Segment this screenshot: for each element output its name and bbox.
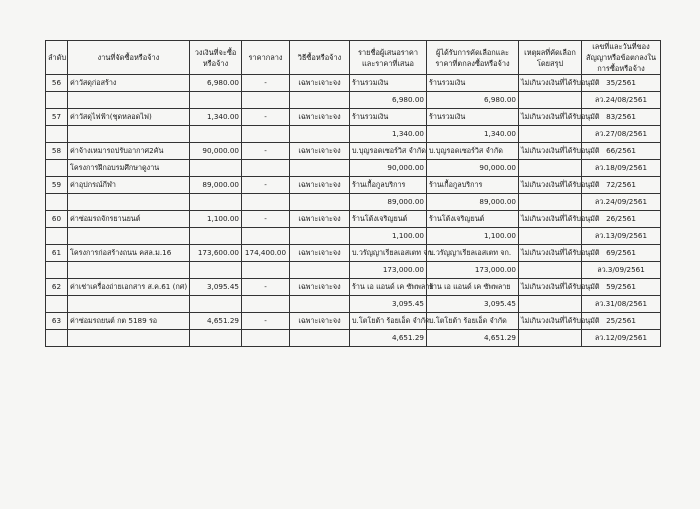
contract-number-cell: 25/2561: [582, 313, 661, 330]
reason-cell: ไม่เกินวงเงินที่ได้รับอนุมัติ: [519, 245, 582, 262]
empty-cell: [290, 262, 350, 279]
winning-price-cell: 90,000.00: [427, 160, 519, 177]
empty-cell: [290, 330, 350, 347]
winning-price-cell: 173,000.00: [427, 262, 519, 279]
table-row: [46, 75, 661, 92]
task-cell: ค่าซ่อมรถจักรยานยนต์: [68, 211, 190, 228]
winner-cell: บ.บุญรอดเซอร์วิส จำกัด: [427, 143, 519, 160]
task-continuation-cell: [68, 228, 190, 245]
median-price-cell: -: [242, 211, 290, 228]
method-cell: เฉพาะเจาะจง: [290, 109, 350, 126]
header-cell: ลำดับ: [46, 41, 68, 75]
median-price-cell: -: [242, 75, 290, 92]
reason-cell: ไม่เกินวงเงินที่ได้รับอนุมัติ: [519, 177, 582, 194]
contract-date-cell: ลว.18/09/2561: [582, 160, 661, 177]
bid-price-cell: 173,000.00: [350, 262, 427, 279]
empty-cell: [46, 228, 68, 245]
winning-price-cell: 3,095.45: [427, 296, 519, 313]
empty-cell: [290, 228, 350, 245]
budget-cell: 89,000.00: [190, 177, 242, 194]
bidder-cell: ร้านโต้งเจริญยนต์: [350, 211, 427, 228]
task-continuation-cell: [68, 262, 190, 279]
empty-cell: [242, 330, 290, 347]
task-cell: ค่าวัสดุก่อสร้าง: [68, 75, 190, 92]
header-cell: วงเงินที่จะซื้อหรือจ้าง: [190, 41, 242, 75]
bidder-cell: ร้านรวมเงิน: [350, 109, 427, 126]
contract-date-cell: ลว.24/09/2561: [582, 194, 661, 211]
header-row: [46, 41, 661, 75]
bid-price-cell: 1,340.00: [350, 126, 427, 143]
winner-cell: บ.วรัญญาเรียลเอสเตท จก.: [427, 245, 519, 262]
contract-number-cell: 26/2561: [582, 211, 661, 228]
contract-date-cell: ลว.24/08/2561: [582, 92, 661, 109]
row-number: 62: [46, 279, 68, 296]
bid-price-cell: 6,980.00: [350, 92, 427, 109]
empty-cell: [46, 330, 68, 347]
table-row: [46, 262, 661, 279]
bidder-cell: ร้าน เอ แอนด์ เค ซัพพลาย: [350, 279, 427, 296]
task-cell: ค่าซ่อมรถยนต์ กต 5189 รอ: [68, 313, 190, 330]
contract-number-cell: 35/2561: [582, 75, 661, 92]
header-cell: วิธีซื้อหรือจ้าง: [290, 41, 350, 75]
contract-number-cell: 59/2561: [582, 279, 661, 296]
task-cell: โครงการก่อสร้างถนน คสล.ม.16: [68, 245, 190, 262]
reason-cell: ไม่เกินวงเงินที่ได้รับอนุมัติ: [519, 143, 582, 160]
empty-cell: [190, 262, 242, 279]
table-row: [46, 228, 661, 245]
reason-cell: ไม่เกินวงเงินที่ได้รับอนุมัติ: [519, 211, 582, 228]
task-cell: ค่าอุปกรณ์กีฬา: [68, 177, 190, 194]
bid-price-cell: 4,651.29: [350, 330, 427, 347]
budget-cell: 3,095.45: [190, 279, 242, 296]
contract-date-cell: ลว.3/09/2561: [582, 262, 661, 279]
median-price-cell: -: [242, 109, 290, 126]
empty-cell: [242, 262, 290, 279]
header-cell: ผู้ได้รับการคัดเลือกและราคาที่ตกลงซื้อหรือจ้าง: [427, 41, 519, 75]
contract-date-cell: ลว.31/08/2561: [582, 296, 661, 313]
median-price-cell: -: [242, 143, 290, 160]
winner-cell: บ.โตโยต้า ร้อยเอ็ด จำกัด: [427, 313, 519, 330]
task-continuation-cell: [68, 92, 190, 109]
empty-cell: [242, 194, 290, 211]
winning-price-cell: 6,980.00: [427, 92, 519, 109]
row-number: 56: [46, 75, 68, 92]
method-cell: เฉพาะเจาะจง: [290, 75, 350, 92]
table-body: [46, 75, 661, 347]
median-price-cell: 174,400.00: [242, 245, 290, 262]
table-row: [46, 330, 661, 347]
table-row: [46, 92, 661, 109]
empty-cell: [46, 296, 68, 313]
row-number: 61: [46, 245, 68, 262]
empty-cell: [290, 126, 350, 143]
empty-cell: [242, 160, 290, 177]
empty-cell: [190, 92, 242, 109]
winner-cell: ร้านรวมเงิน: [427, 75, 519, 92]
task-cell: ค่าเช่าเครื่องถ่ายเอกสาร ส.ค.61 (กศ): [68, 279, 190, 296]
bid-price-cell: 89,000.00: [350, 194, 427, 211]
empty-cell: [242, 92, 290, 109]
bidder-cell: บ.โตโยต้า ร้อยเอ็ด จำกัด: [350, 313, 427, 330]
task-cell: ค่าวัสดุไฟฟ้า(ชุดหลอดไฟ): [68, 109, 190, 126]
task-continuation-cell: [68, 194, 190, 211]
bid-price-cell: 3,095.45: [350, 296, 427, 313]
contract-number-cell: 66/2561: [582, 143, 661, 160]
reason-cell: ไม่เกินวงเงินที่ได้รับอนุมัติ: [519, 279, 582, 296]
empty-cell: [190, 160, 242, 177]
empty-cell: [519, 126, 582, 143]
table-row: [46, 279, 661, 296]
bidder-cell: บ.บุญรอดเซอร์วิส จำกัด: [350, 143, 427, 160]
bid-price-cell: 90,000.00: [350, 160, 427, 177]
winning-price-cell: 1,340.00: [427, 126, 519, 143]
empty-cell: [290, 160, 350, 177]
budget-cell: 173,600.00: [190, 245, 242, 262]
empty-cell: [290, 194, 350, 211]
budget-cell: 90,000.00: [190, 143, 242, 160]
table-row: [46, 109, 661, 126]
empty-cell: [46, 262, 68, 279]
empty-cell: [46, 92, 68, 109]
method-cell: เฉพาะเจาะจง: [290, 245, 350, 262]
bid-price-cell: 1,100.00: [350, 228, 427, 245]
table-row: [46, 313, 661, 330]
task-continuation-cell: โครงการฝึกอบรมศึกษาดูงาน: [68, 160, 190, 177]
header-cell: เลขที่และวันที่ของสัญญาหรือข้อตกลงในการซื้อหรือจ้าง: [582, 41, 661, 75]
method-cell: เฉพาะเจาะจง: [290, 279, 350, 296]
header-cell: รายชื่อผู้เสนอราคาและราคาที่เสนอ: [350, 41, 427, 75]
task-continuation-cell: [68, 296, 190, 313]
contract-date-cell: ลว.12/09/2561: [582, 330, 661, 347]
empty-cell: [519, 194, 582, 211]
table-row: [46, 296, 661, 313]
header-cell: ราคากลาง: [242, 41, 290, 75]
row-number: 58: [46, 143, 68, 160]
empty-cell: [242, 126, 290, 143]
contract-date-cell: ลว.13/09/2561: [582, 228, 661, 245]
table-row: [46, 160, 661, 177]
reason-cell: ไม่เกินวงเงินที่ได้รับอนุมัติ: [519, 75, 582, 92]
method-cell: เฉพาะเจาะจง: [290, 177, 350, 194]
table-row: [46, 211, 661, 228]
empty-cell: [190, 330, 242, 347]
winning-price-cell: 89,000.00: [427, 194, 519, 211]
bidder-cell: ร้านเกื้อกูลบริการ: [350, 177, 427, 194]
header-cell: เหตุผลที่คัดเลือกโดยสรุป: [519, 41, 582, 75]
empty-cell: [190, 228, 242, 245]
method-cell: เฉพาะเจาะจง: [290, 211, 350, 228]
reason-cell: ไม่เกินวงเงินที่ได้รับอนุมัติ: [519, 313, 582, 330]
winner-cell: ร้าน เอ แอนด์ เค ซัพพลาย: [427, 279, 519, 296]
task-continuation-cell: [68, 330, 190, 347]
table-row: [46, 143, 661, 160]
median-price-cell: -: [242, 313, 290, 330]
empty-cell: [290, 296, 350, 313]
empty-cell: [290, 92, 350, 109]
budget-cell: 4,651.29: [190, 313, 242, 330]
median-price-cell: -: [242, 279, 290, 296]
winning-price-cell: 4,651.29: [427, 330, 519, 347]
method-cell: เฉพาะเจาะจง: [290, 313, 350, 330]
reason-cell: ไม่เกินวงเงินที่ได้รับอนุมัติ: [519, 109, 582, 126]
bidder-cell: ร้านรวมเงิน: [350, 75, 427, 92]
table-row: [46, 194, 661, 211]
empty-cell: [46, 126, 68, 143]
empty-cell: [242, 296, 290, 313]
empty-cell: [519, 262, 582, 279]
empty-cell: [519, 296, 582, 313]
empty-cell: [190, 296, 242, 313]
contract-number-cell: 69/2561: [582, 245, 661, 262]
procurement-table: [45, 40, 661, 347]
bidder-cell: บ.วรัญญาเรียลเอสเตท จก.: [350, 245, 427, 262]
empty-cell: [190, 126, 242, 143]
empty-cell: [242, 228, 290, 245]
empty-cell: [46, 194, 68, 211]
empty-cell: [519, 92, 582, 109]
task-cell: ค่าจ้างเหมารถปรับอากาศ2คัน: [68, 143, 190, 160]
empty-cell: [519, 330, 582, 347]
median-price-cell: -: [242, 177, 290, 194]
budget-cell: 6,980.00: [190, 75, 242, 92]
row-number: 59: [46, 177, 68, 194]
empty-cell: [190, 194, 242, 211]
table-row: [46, 245, 661, 262]
row-number: 57: [46, 109, 68, 126]
empty-cell: [519, 160, 582, 177]
row-number: 60: [46, 211, 68, 228]
table-row: [46, 126, 661, 143]
winner-cell: ร้านโต้งเจริญยนต์: [427, 211, 519, 228]
contract-number-cell: 83/2561: [582, 109, 661, 126]
winner-cell: ร้านเกื้อกูลบริการ: [427, 177, 519, 194]
budget-cell: 1,340.00: [190, 109, 242, 126]
header-cell: งานที่จัดซื้อหรือจ้าง: [68, 41, 190, 75]
contract-number-cell: 72/2561: [582, 177, 661, 194]
row-number: 63: [46, 313, 68, 330]
table-row: [46, 177, 661, 194]
budget-cell: 1,100.00: [190, 211, 242, 228]
winner-cell: ร้านรวมเงิน: [427, 109, 519, 126]
task-continuation-cell: [68, 126, 190, 143]
method-cell: เฉพาะเจาะจง: [290, 143, 350, 160]
winning-price-cell: 1,100.00: [427, 228, 519, 245]
empty-cell: [519, 228, 582, 245]
empty-cell: [46, 160, 68, 177]
contract-date-cell: ลว.27/08/2561: [582, 126, 661, 143]
